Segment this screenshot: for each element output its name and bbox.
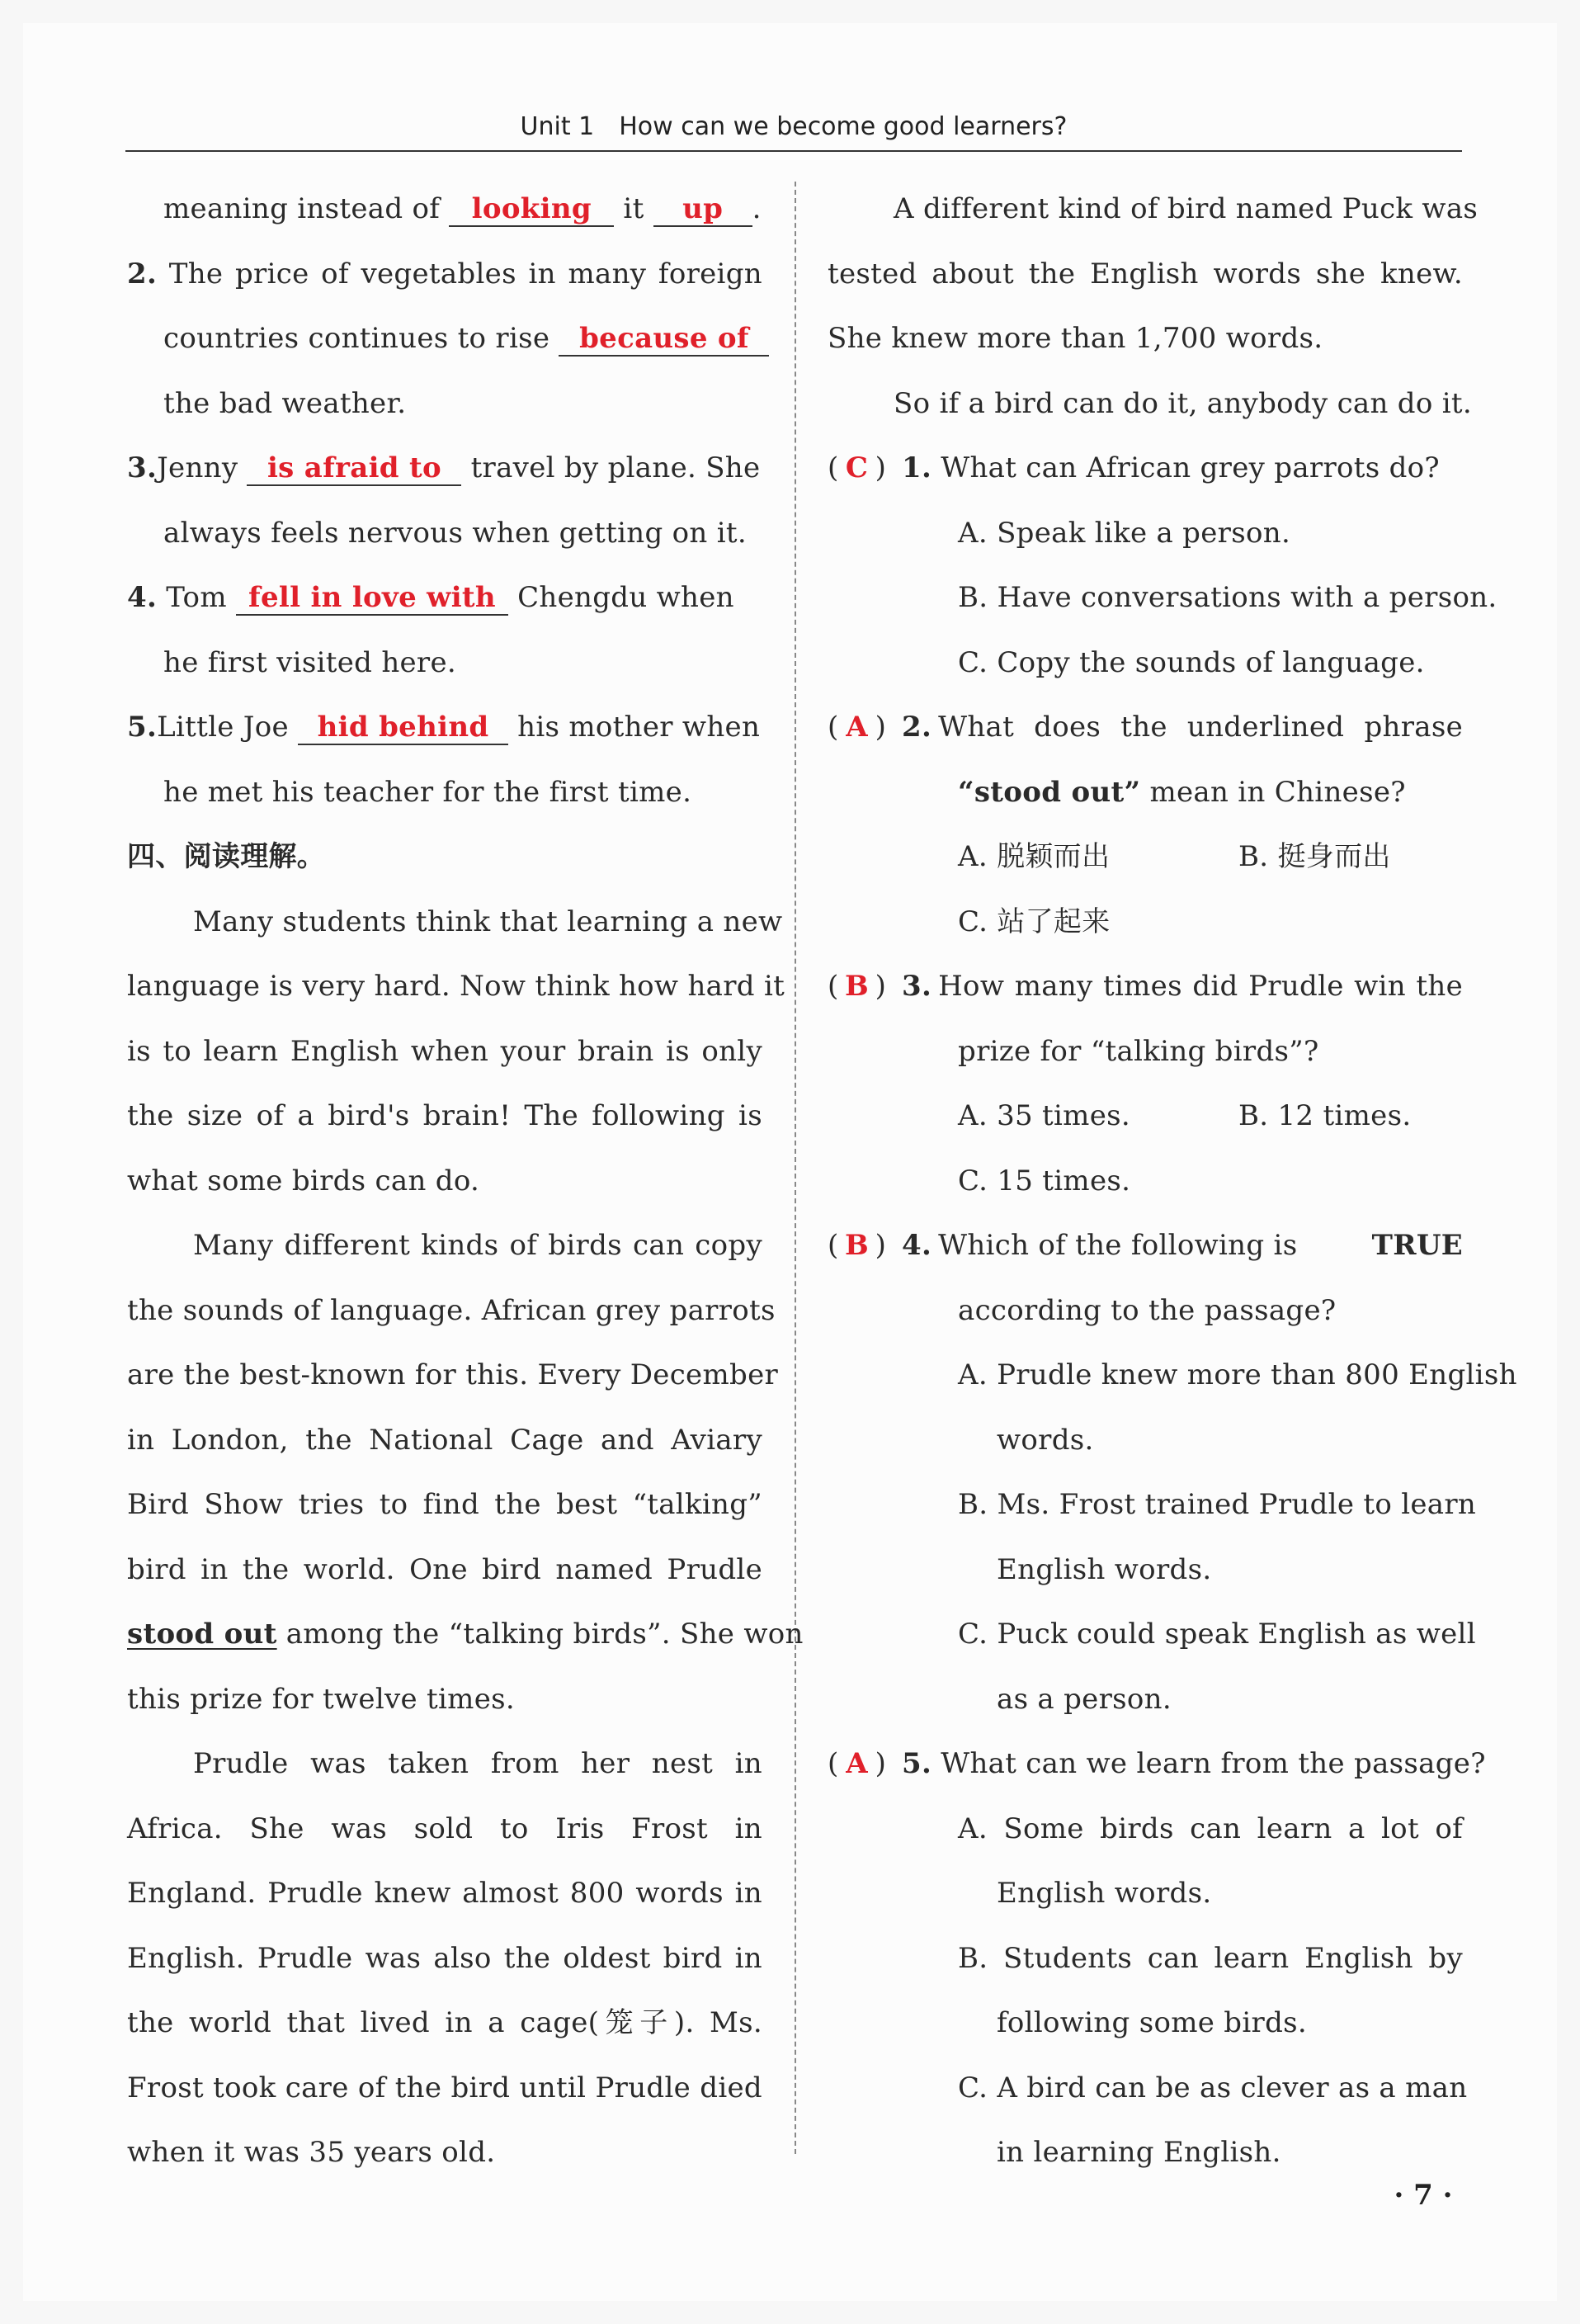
q3-text-post: travel by plane. She (470, 451, 761, 484)
question-text: mean in Chinese? (1149, 775, 1406, 809)
left-column (127, 177, 804, 2185)
option: B. 12 times. (1238, 1099, 1412, 1132)
p3-line: the world that lived in a cage(笼子). Ms. (127, 2006, 762, 2039)
p2-line: in London, the National Cage and Aviary (127, 1423, 762, 1457)
question-4-stem (828, 1213, 1463, 1278)
option: C. Copy the sounds of language. (958, 645, 1425, 679)
q2-line-2 (127, 306, 762, 371)
q1-text-mid: it (623, 192, 644, 225)
q3-line-1 (127, 436, 762, 501)
question-number: 1. (902, 451, 932, 484)
p3-line: Frost took care of the bird until Prudle died (127, 2071, 762, 2104)
phrase-bold: “stood out” (958, 775, 1141, 809)
q5-number: 5. (127, 711, 158, 744)
question-number: 2. (902, 711, 932, 744)
option-cont: following some birds. (997, 2006, 1308, 2039)
p2-line: the sounds of language. African grey parrots (127, 1293, 776, 1327)
option-cont: words. (997, 1423, 1094, 1457)
q2-line-3: the bad weather. (163, 386, 407, 420)
question-text: What does the underlined phrase (938, 711, 1463, 744)
answer-bracket: ( A ) (828, 695, 902, 760)
p2-line: bird in the world. One bird named Prudle (127, 1552, 762, 1586)
page-header (125, 112, 1462, 141)
p3-line: when it was 35 years old. (127, 2136, 496, 2169)
question-5-stem (828, 1731, 1486, 1797)
header-rule (125, 150, 1462, 152)
answer-letter: A (846, 711, 868, 744)
q4-text-post: Chengdu when (517, 581, 734, 614)
option: A. 35 times. (958, 1099, 1130, 1132)
question-3-stem (828, 954, 1463, 1019)
q2-number: 2. (127, 257, 158, 290)
q4-line-2: he first visited here. (163, 645, 457, 679)
option-row (828, 1084, 1463, 1149)
underlined-phrase: stood out (127, 1618, 277, 1651)
question-1-stem (828, 436, 1463, 501)
option: C. Puck could speak English as well (958, 1618, 1476, 1651)
p3-line: Prudle was taken from her nest in (193, 1747, 762, 1780)
option: A. Speak like a person. (958, 516, 1291, 550)
p3-line: England. Prudle knew almost 800 words in (127, 1877, 762, 1910)
unit-title: How can we become good learners? (619, 112, 1068, 141)
right-column (828, 177, 1517, 2185)
question-number: 4. (902, 1229, 932, 1262)
option-cont: English words. (997, 1877, 1212, 1910)
q3-blank: is afraid to (247, 451, 461, 486)
answer-letter: B (845, 1229, 870, 1262)
answer-letter: A (846, 1747, 868, 1780)
option-row (828, 824, 1463, 890)
q1-tail (127, 177, 762, 242)
question-number: 5. (902, 1747, 932, 1780)
option: C. A bird can be as clever as a man (958, 2071, 1468, 2104)
q1-blank-2: up (653, 192, 752, 227)
answer-bracket: ( C ) (828, 436, 902, 501)
section-title: 四、阅读理解。 (127, 840, 326, 873)
q3-number: 3. (127, 451, 158, 484)
q3-text-pre: Jenny (157, 451, 238, 484)
answer-letter: C (845, 451, 869, 484)
q5-text-post: his mother when (517, 711, 761, 744)
question-text: How many times did Prudle win the (938, 970, 1463, 1003)
option: B. Students can learn English by (958, 1941, 1463, 1975)
option-cont: as a person. (997, 1682, 1172, 1716)
answer-bracket: ( B ) (828, 954, 902, 1019)
true-bold: TRUE (1371, 1229, 1463, 1262)
q4-text-pre: Tom (166, 581, 227, 614)
q1-blank-1: looking (449, 192, 614, 227)
option: B. Have conversations with a person. (958, 581, 1497, 614)
p4-line: tested about the English words she knew. (828, 257, 1463, 290)
answer-bracket: ( B ) (828, 1213, 902, 1278)
q5-line-1 (127, 695, 762, 760)
question-2-stem-2 (828, 760, 1463, 825)
p3-line: English. Prudle was also the oldest bird in (127, 1941, 762, 1975)
q2-blank: because of (559, 322, 769, 357)
page-number: · 7 · (1394, 2179, 1453, 2212)
question-text: Which of the following is (938, 1229, 1298, 1262)
option-cont: in learning English. (997, 2136, 1281, 2169)
p2-line: Many different kinds of birds can copy (193, 1229, 762, 1262)
p5-line: So if a bird can do it, anybody can do it. (894, 386, 1472, 420)
option: B. Ms. Frost trained Prudle to learn (958, 1488, 1477, 1521)
answer-bracket: ( A ) (828, 1731, 902, 1797)
question-text: What can African grey parrots do? (941, 451, 1440, 484)
p2-line: are the best-known for this. Every December (127, 1358, 779, 1391)
option: C. 站了起来 (958, 905, 1111, 938)
column-divider (795, 182, 796, 2154)
option: A. Prudle knew more than 800 English (958, 1358, 1517, 1391)
p1-line: what some birds can do. (127, 1164, 480, 1197)
p2-after-text: among the “talking birds”. She won (285, 1618, 804, 1651)
q2-text-1: The price of vegetables in many foreign (168, 257, 762, 290)
question-2-stem (828, 695, 1463, 760)
question-text: according to the passage? (958, 1293, 1337, 1327)
option: C. 15 times. (958, 1164, 1131, 1197)
p4-line: She knew more than 1,700 words. (828, 322, 1323, 355)
q1-text-post: . (752, 192, 762, 225)
p4-line: A different kind of bird named Puck was (894, 192, 1479, 225)
q4-line-1 (127, 565, 762, 631)
p2-line-underlined (127, 1602, 804, 1667)
p1-line: Many students think that learning a new (193, 905, 783, 938)
q3-line-2: always feels nervous when getting on it. (163, 516, 747, 550)
p1-line: language is very hard. Now think how hard it (127, 970, 785, 1003)
p1-line: the size of a bird's brain! The following is (127, 1099, 762, 1132)
q5-blank: hid behind (298, 711, 508, 745)
p2-line: Bird Show tries to find the best “talking” (127, 1488, 762, 1521)
q4-number: 4. (127, 581, 158, 614)
q5-line-2: he met his teacher for the first time. (163, 775, 692, 809)
option: A. Some birds can learn a lot of (958, 1811, 1463, 1845)
q4-blank: fell in love with (236, 581, 508, 616)
option: A. 脱颖而出 (958, 840, 1111, 873)
option: B. 挺身而出 (1238, 840, 1391, 873)
answer-letter: B (845, 970, 870, 1003)
p2-line: this prize for twelve times. (127, 1682, 515, 1716)
q1-text: meaning instead of (163, 192, 441, 225)
question-text: prize for “talking birds”? (958, 1034, 1319, 1068)
question-number: 3. (902, 970, 932, 1003)
q2-line-1 (127, 242, 762, 307)
unit-label: Unit 1 (520, 112, 595, 141)
q2-text-2: countries continues to rise (163, 322, 550, 355)
option-cont: English words. (997, 1552, 1212, 1586)
q5-text-pre: Little Joe (157, 711, 289, 744)
question-text: What can we learn from the passage? (941, 1747, 1486, 1780)
p1-line: is to learn English when your brain is only (127, 1034, 762, 1068)
p3-line: Africa. She was sold to Iris Frost in (127, 1811, 762, 1845)
